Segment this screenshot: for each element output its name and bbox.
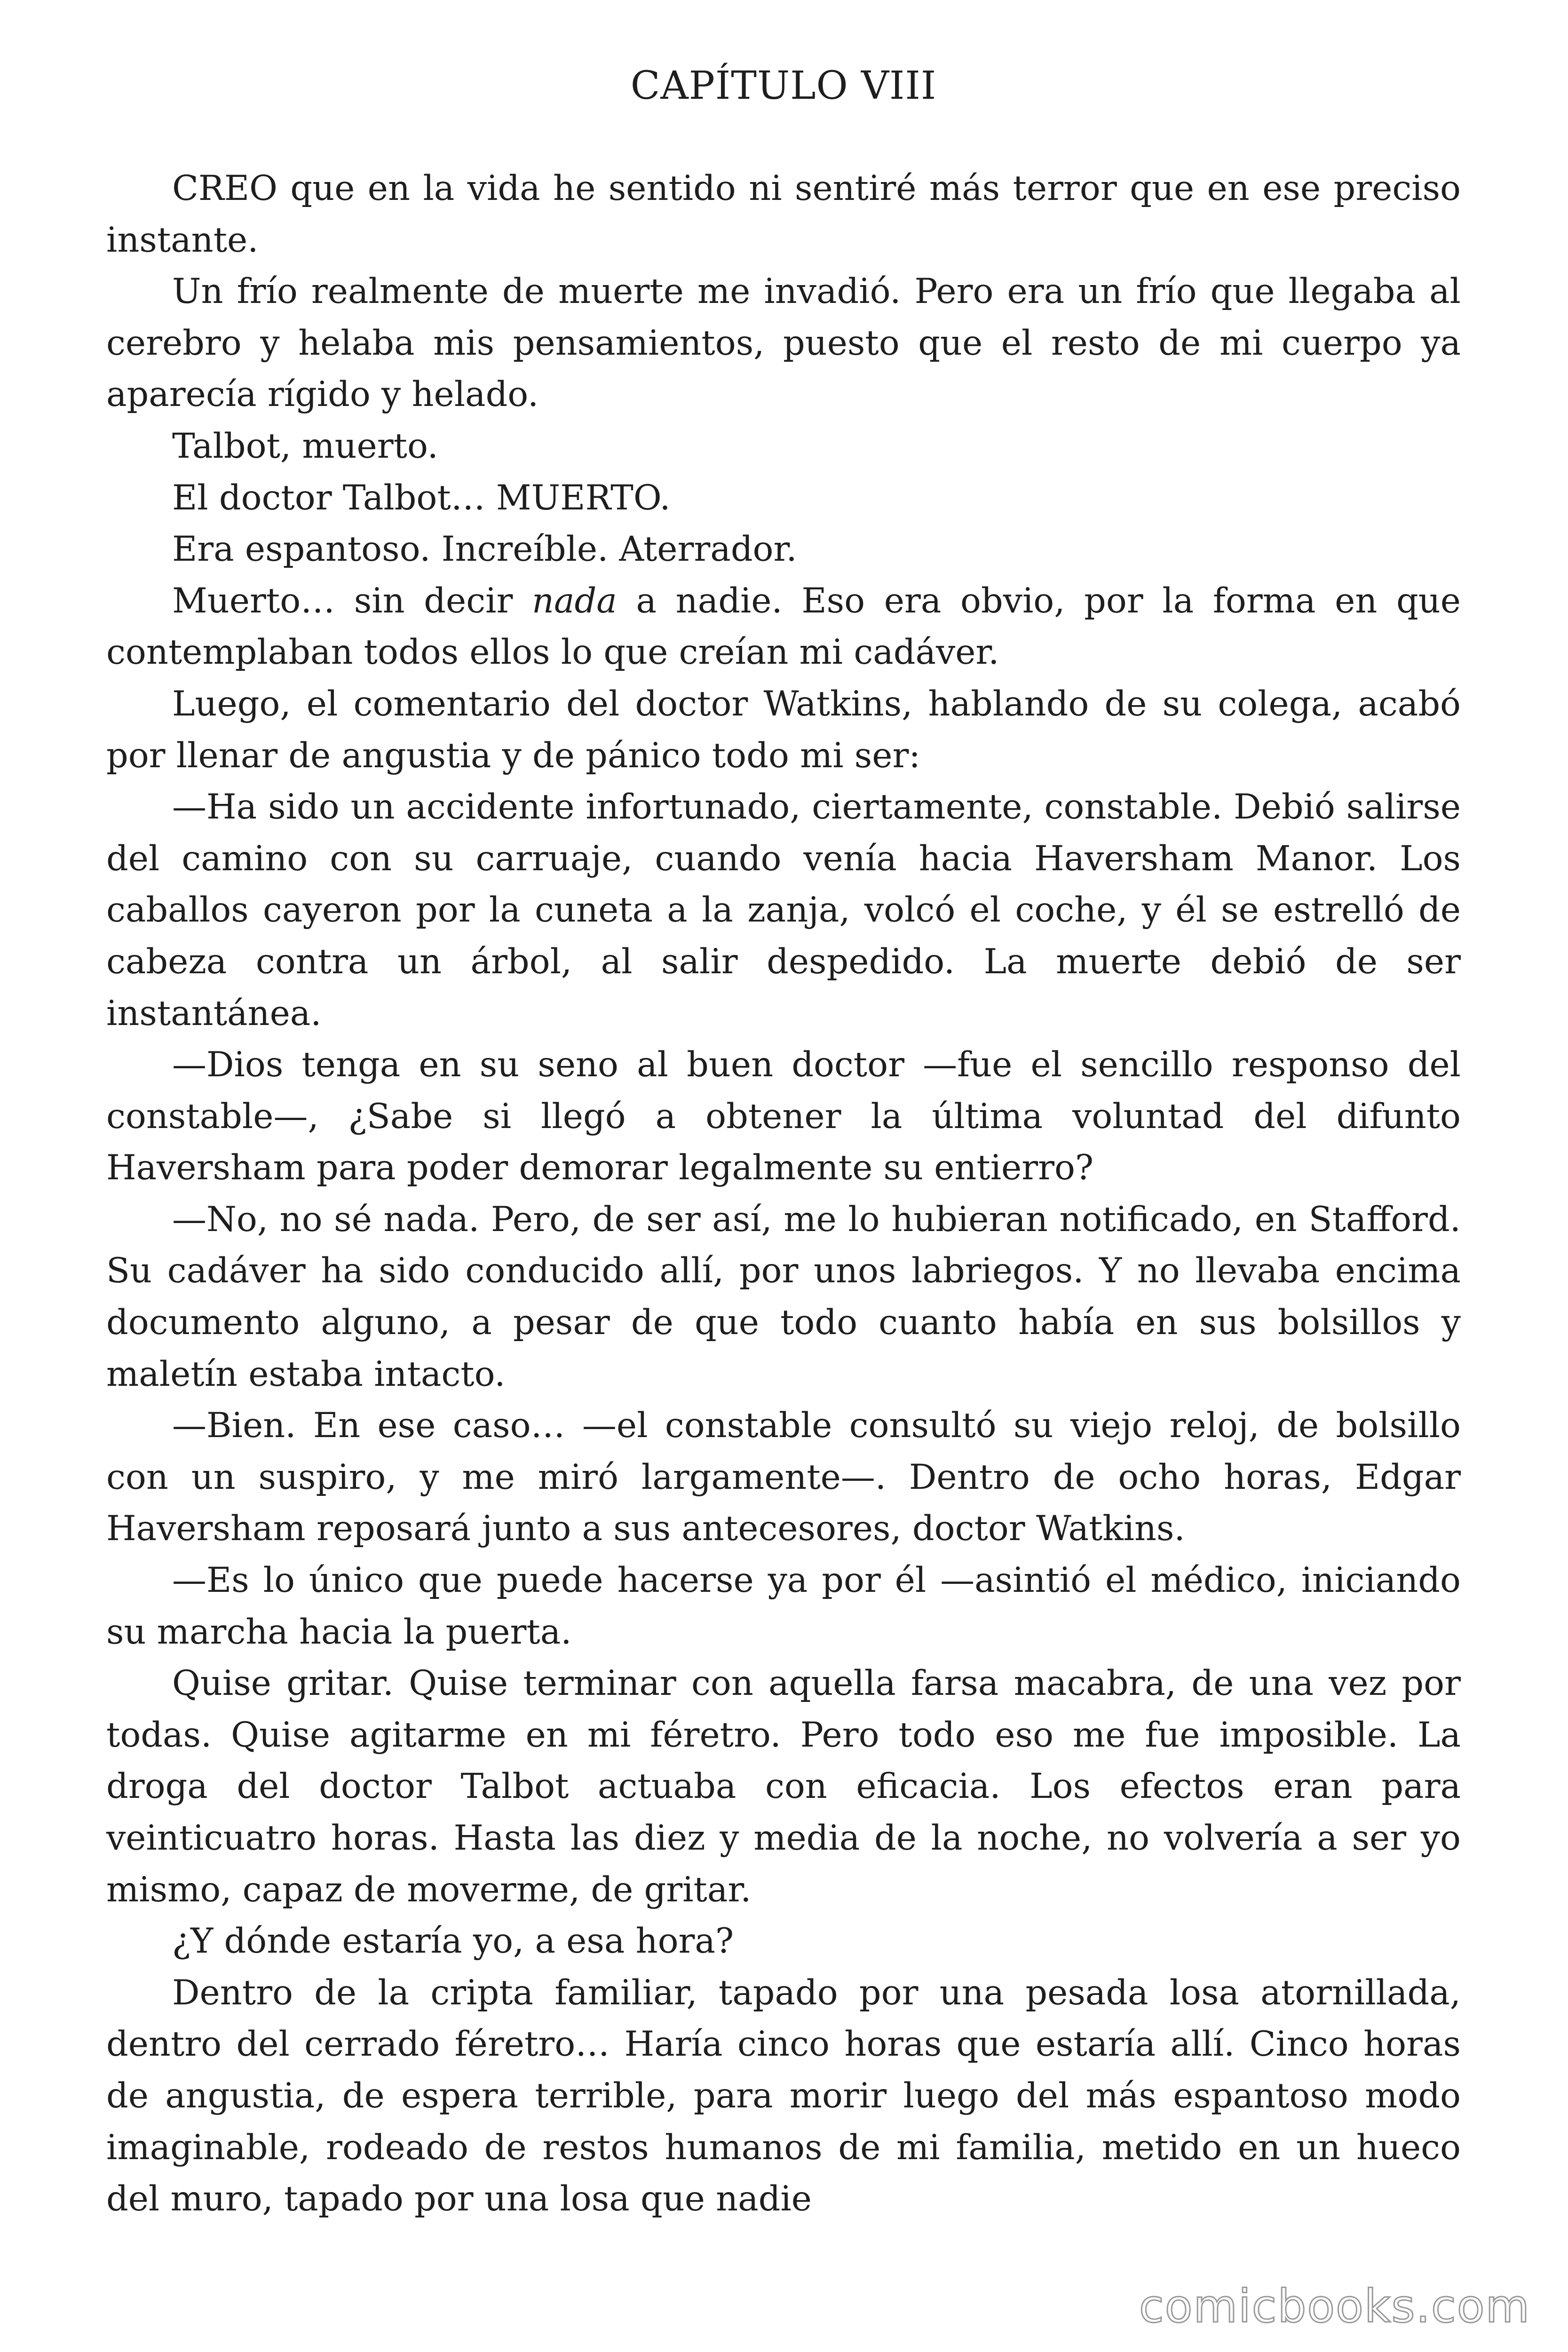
paragraph-text: a nadie. Eso era obvio, por la forma en que contemplaban todos ellos lo que creían mi cadáver. <box>106 580 1461 673</box>
paragraph-text: que en la vida he sentido ni sentiré más terror que en ese preciso instante. <box>106 168 1461 260</box>
paragraph: ¿Y dónde estaría yo, a esa hora? <box>172 1921 734 1962</box>
opening-word: CREO <box>172 168 277 208</box>
body-text <box>106 163 1461 2225</box>
paragraph-text: Muerto… sin decir <box>172 580 532 621</box>
paragraph: —Es lo único que puede hacerse ya por él —asintió el médico, iniciando su marcha hacia la puerta. <box>106 1560 1461 1652</box>
paragraph: —Ha sido un accidente infortunado, ciertamente, constable. Debió salirse del camino con su carruaje, cuando venía hacia Haversham Manor. Los caballos cayeron por la cuneta a la zanja, volcó el coche, y él se estrelló de cabeza contra un árbol, al salir despedido. La muerte debió de ser instantánea. <box>106 787 1461 1033</box>
paragraph: Dentro de la cripta familiar, tapado por una pesada losa atornillada, dentro del cerrado féretro… Haría cinco horas que estaría allí. Cinco horas de angustia, de espera terrible, para morir luego del más espantoso modo imaginable, rodeado de restos humanos de mi familia, metido en un hueco del muro, tapado por una losa que nadie <box>106 1972 1461 2219</box>
paragraph: —No, no sé nada. Pero, de ser así, me lo hubieran notificado, en Stafford. Su cadáver ha sido conducido allí, por unos labriegos. Y no llevaba encima documento alguno, a pesar de que todo cuanto había en sus bolsillos y maletín estaba intacto. <box>106 1199 1461 1394</box>
paragraph: Quise gritar. Quise terminar con aquella farsa macabra, de una vez por todas. Quise agitarme en mi féretro. Pero todo eso me fue imposible. La droga del doctor Talbot actuaba con eficacia. Los efectos eran para veinticuatro horas. Hasta las diez y media de la noche, no volvería a ser yo mismo, capaz de moverme, de gritar. <box>106 1663 1461 1910</box>
watermark: comicbooks.com <box>1139 2280 1530 2333</box>
paragraph: —Dios tenga en su seno al buen doctor —fue el sencillo responso del constable—, ¿Sabe si llegó a obtener la última voluntad del difunto Haversham para poder demorar legalmente su entierro? <box>106 1045 1461 1188</box>
paragraph <box>106 575 1461 678</box>
paragraph: Un frío realmente de muerte me invadió. Pero era un frío que llegaba al cerebro y helaba mis pensamientos, puesto que el resto de mi cuerpo ya aparecía rígido y helado. <box>106 271 1461 415</box>
paragraph: El doctor Talbot… MUERTO. <box>172 477 671 518</box>
chapter-title: CAPÍTULO VIII <box>630 64 937 108</box>
paragraph: —Bien. En ese caso… —el constable consultó su viejo reloj, de bolsillo con un suspiro, y me miró largamente—. Dentro de ocho horas, Edgar Haversham reposará junto a sus antecesores, doctor Watkins. <box>106 1406 1461 1549</box>
paragraph: Talbot, muerto. <box>172 426 438 466</box>
paragraph: Era espantoso. Increíble. Aterrador. <box>172 529 797 570</box>
paragraph <box>106 163 1461 266</box>
book-page <box>106 60 1461 2225</box>
emphasis-text: nada <box>532 580 617 621</box>
paragraph: Luego, el comentario del doctor Watkins, hablando de su colega, acabó por llenar de angustia y de pánico todo mi ser: <box>106 683 1461 776</box>
